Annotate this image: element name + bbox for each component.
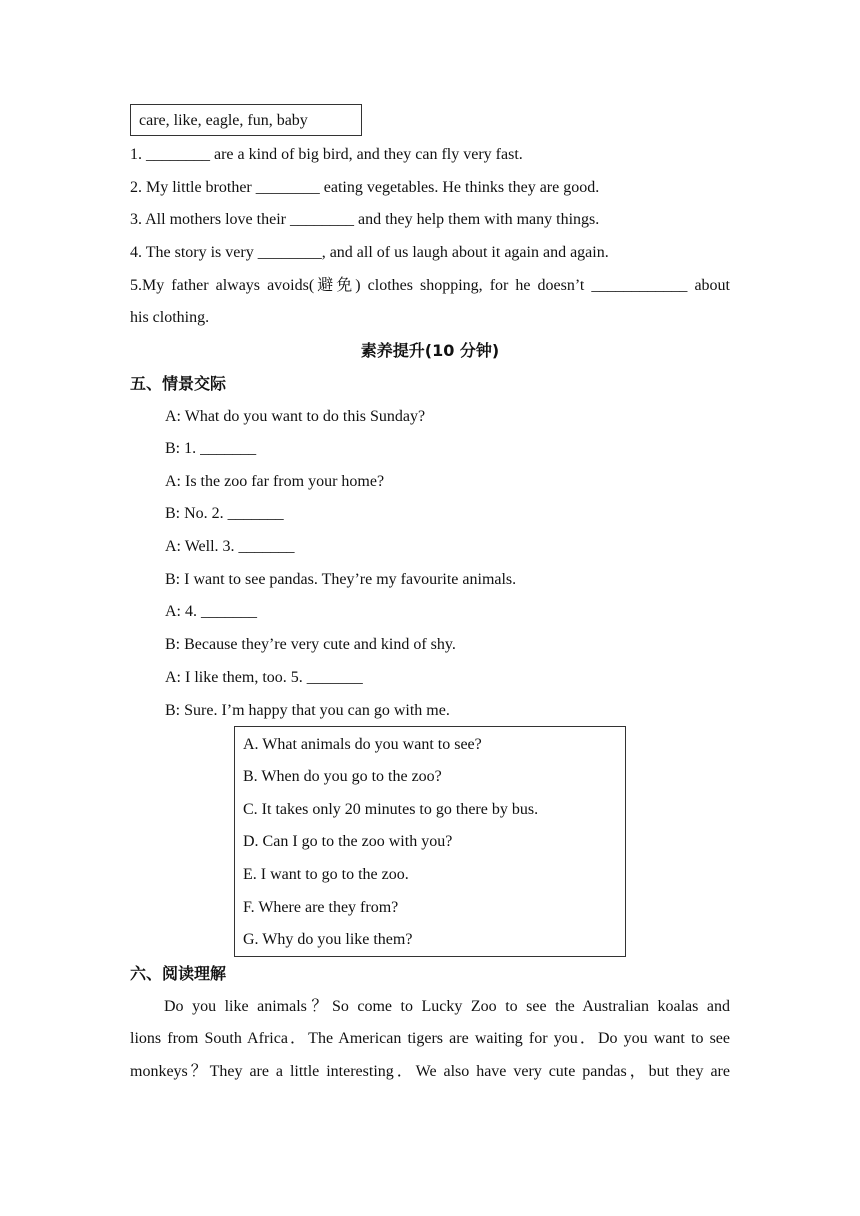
word-bank-text: care, like, eagle, fun, baby	[139, 112, 308, 129]
fill-in-item-5-cont: his clothing.	[130, 309, 210, 326]
option-d: D. Can I go to the zoo with you?	[243, 833, 453, 850]
dialogue-line-6: B: I want to see pandas. They’re my favourite animals.	[165, 571, 517, 588]
dialogue-line-4: B: No. 2. _______	[165, 505, 284, 522]
section-5-heading: 五、情景交际	[130, 374, 227, 393]
fill-in-item-4: 4. The story is very ________, and all of us laugh about it again and again.	[130, 244, 609, 261]
section-6-heading: 六、阅读理解	[130, 964, 227, 983]
dialogue-line-8: B: Because they’re very cute and kind of shy.	[165, 636, 456, 653]
fill-in-item-2: 2. My little brother ________ eating vegetables. He thinks they are good.	[130, 179, 600, 196]
fill-in-item-5: 5.My father always avoids(避免) clothes shopping, for he doesn’t ____________ about	[130, 277, 730, 294]
reading-line-1: Do you like animals？So come to Lucky Zoo to see the Australian koalas and	[164, 998, 730, 1015]
dialogue-line-3: A: Is the zoo far from your home?	[165, 473, 385, 490]
word-bank-box	[130, 104, 362, 136]
dialogue-line-9: A: I like them, too. 5. _______	[165, 669, 363, 686]
fill-in-item-3: 3. All mothers love their ________ and they help them with many things.	[130, 211, 600, 228]
reading-line-2: lions from South Africa．The American tigers are waiting for you．Do you want to see	[130, 1030, 730, 1047]
option-b: B. When do you go to the zoo?	[243, 768, 442, 785]
dialogue-line-2: B: 1. _______	[165, 440, 257, 457]
reading-line-3: monkeys？They are a little interesting．We also have very cute pandas，but they are	[130, 1063, 730, 1080]
option-a: A. What animals do you want to see?	[243, 736, 482, 753]
dialogue-line-1: A: What do you want to do this Sunday?	[165, 408, 426, 425]
section-subtitle: 素养提升(10 分钟)	[360, 341, 500, 360]
dialogue-line-5: A: Well. 3. _______	[165, 538, 295, 555]
fill-in-item-1: 1. ________ are a kind of big bird, and they can fly very fast.	[130, 146, 523, 163]
option-c: C. It takes only 20 minutes to go there by bus.	[243, 801, 539, 818]
option-f: F. Where are they from?	[243, 899, 399, 916]
option-g: G. Why do you like them?	[243, 931, 413, 948]
dialogue-line-7: A: 4. _______	[165, 603, 257, 620]
options-box	[234, 726, 626, 957]
dialogue-line-10: B: Sure. I’m happy that you can go with me.	[165, 702, 450, 719]
option-e: E. I want to go to the zoo.	[243, 866, 409, 883]
